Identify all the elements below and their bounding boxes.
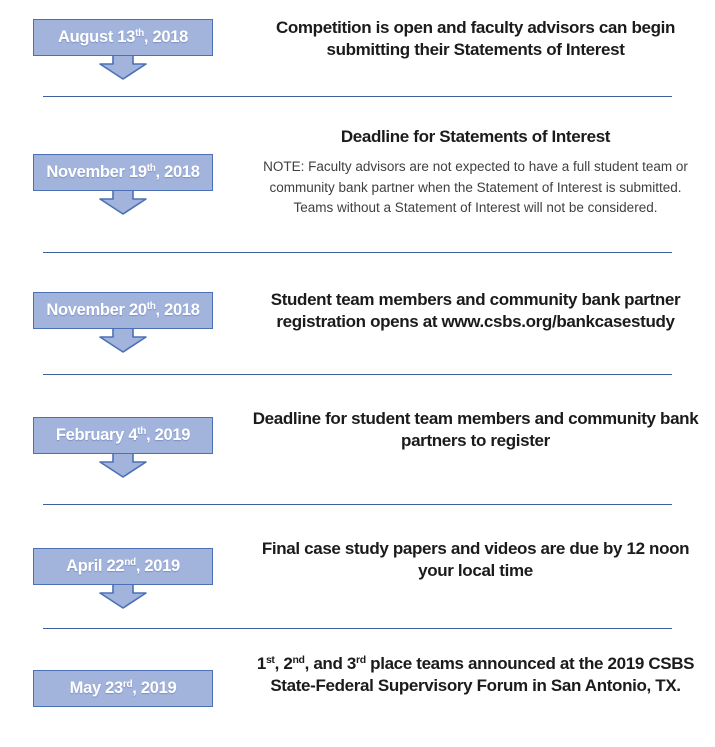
timeline-row-marker [0,126,246,215]
down-arrow-icon [98,582,148,609]
down-arrow-icon [98,451,148,478]
event-heading: Final case study papers and videos are due by 12 noon your local time [261,539,690,581]
timeline-row-content [246,408,715,453]
event-heading: Deadline for Statements of Interest [340,127,611,146]
timeline-row [0,253,715,375]
timeline-row-content [246,289,715,334]
timeline-row-marker [0,289,246,353]
down-arrow-icon [98,326,148,353]
timeline-row [0,505,715,629]
date-box [33,292,213,329]
date-box [33,154,213,191]
timeline-row [0,629,715,747]
event-heading: Deadline for student team members and community bank partners to register [252,409,699,451]
date-label: April 22nd, 2019 [66,557,180,575]
down-arrow-icon [98,188,148,215]
timeline-row-content [246,538,715,583]
timeline-row-marker [0,17,246,80]
down-arrow-icon [98,53,148,80]
timeline-row [0,97,715,253]
event-heading: 1st, 2nd, and 3rd place teams announced at the 2019 CSBS State-Federal Supervisory Forum in San Antonio, TX. [256,654,695,696]
date-label: February 4th, 2019 [55,426,191,444]
event-note: NOTE: Faculty advisors are not expected to have a full student team or community bank partner when the Statement of Interest is submitted. Teams without a Statement of Interest will not be considered. [263,159,688,216]
timeline-row-marker [0,538,246,609]
date-label: August 13th, 2018 [58,28,188,46]
timeline-row-content [246,17,715,62]
timeline-row [0,375,715,505]
timeline-row [0,0,715,97]
date-label: November 20th, 2018 [46,301,200,319]
date-box [33,417,213,454]
timeline-row-marker [0,653,246,707]
date-label: May 23rd, 2019 [69,679,177,697]
event-heading: Student team members and community bank partner registration opens at www.csbs.org/bankcasestudy [270,290,681,332]
event-heading: Competition is open and faculty advisors can begin submitting their Statements of Interest [275,18,676,60]
date-label: November 19th, 2018 [46,163,200,181]
date-box [33,19,213,56]
date-box [33,670,213,707]
timeline-row-marker [0,408,246,478]
timeline-row-content [246,126,715,219]
timeline-row-content [246,653,715,698]
date-box [33,548,213,585]
